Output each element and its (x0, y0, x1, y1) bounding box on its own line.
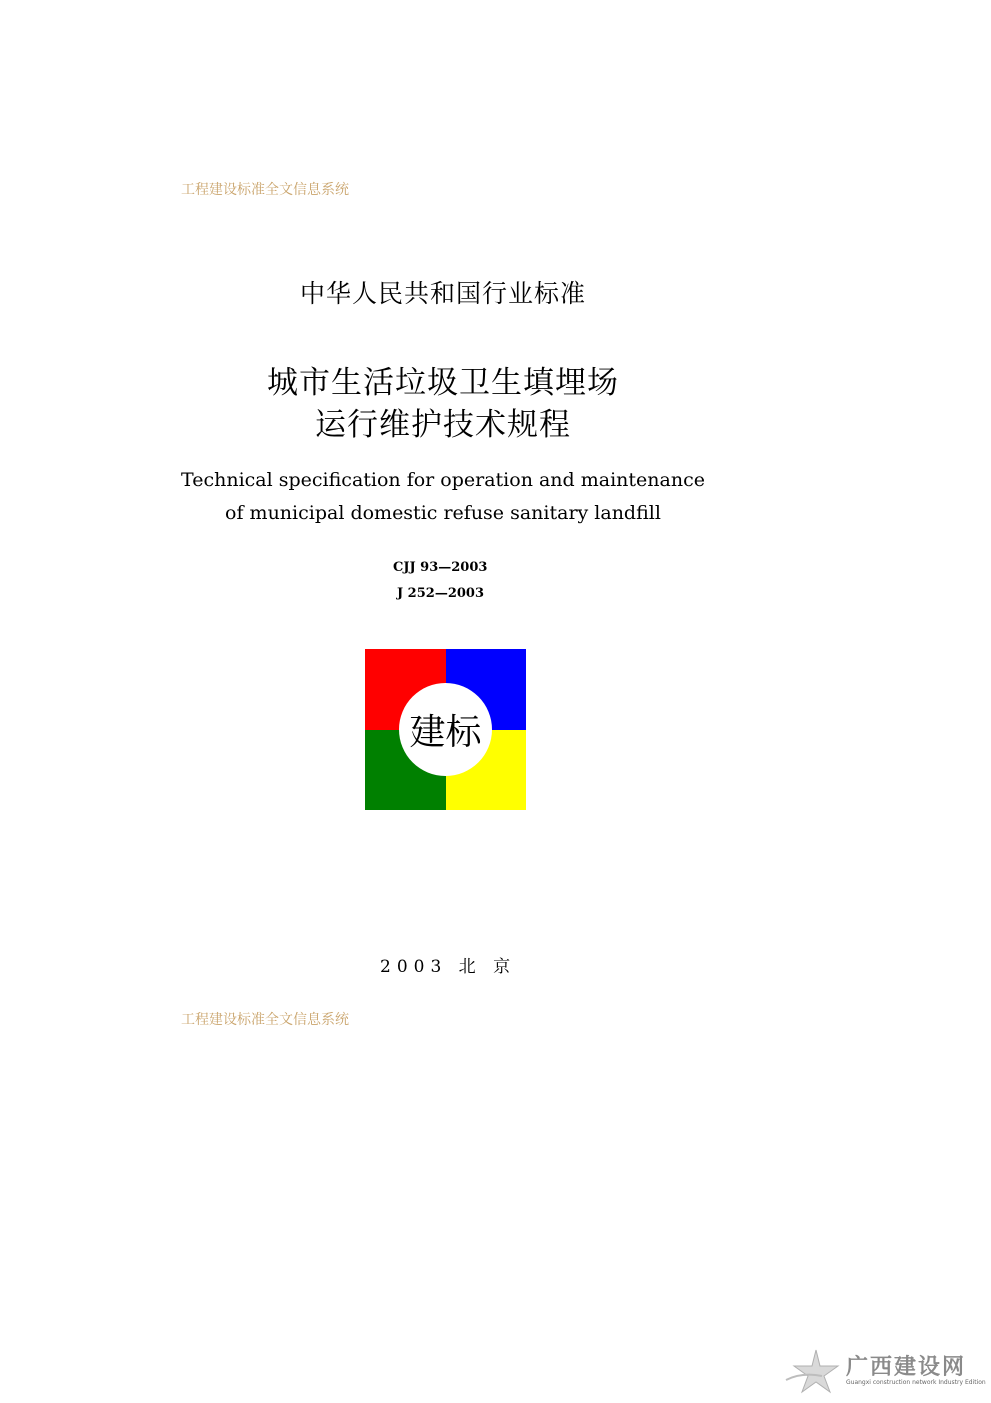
title-en-line-2: of municipal domestic refuse sanitary landfill (225, 502, 661, 524)
star-icon (782, 1346, 842, 1396)
title-en-line-1: Technical specification for operation and maintenance (181, 469, 705, 491)
place-year: 2003 北 京 (380, 957, 517, 977)
title-cn-line-2: 运行维护技术规程 (315, 407, 571, 443)
title-cn-line-1: 城市生活垃圾卫生填埋场 (267, 365, 619, 401)
site-logo (782, 1346, 986, 1396)
standard-code-j: J 252—2003 (397, 586, 484, 601)
standard-code-cjj: CJJ 93—2003 (393, 560, 488, 575)
logo-circle (399, 683, 492, 776)
issuer-heading: 中华人民共和国行业标准 (299, 279, 586, 308)
watermark-top: 工程建设标准全文信息系统 (181, 182, 349, 198)
watermark-bottom: 工程建设标准全文信息系统 (181, 1012, 349, 1028)
site-subtitle: Guangxi construction network Industry Edition (846, 1379, 986, 1386)
jianbiao-logo (365, 649, 526, 810)
logo-text: 建标 (409, 712, 482, 753)
site-name: 广西建设网 (846, 1354, 967, 1380)
